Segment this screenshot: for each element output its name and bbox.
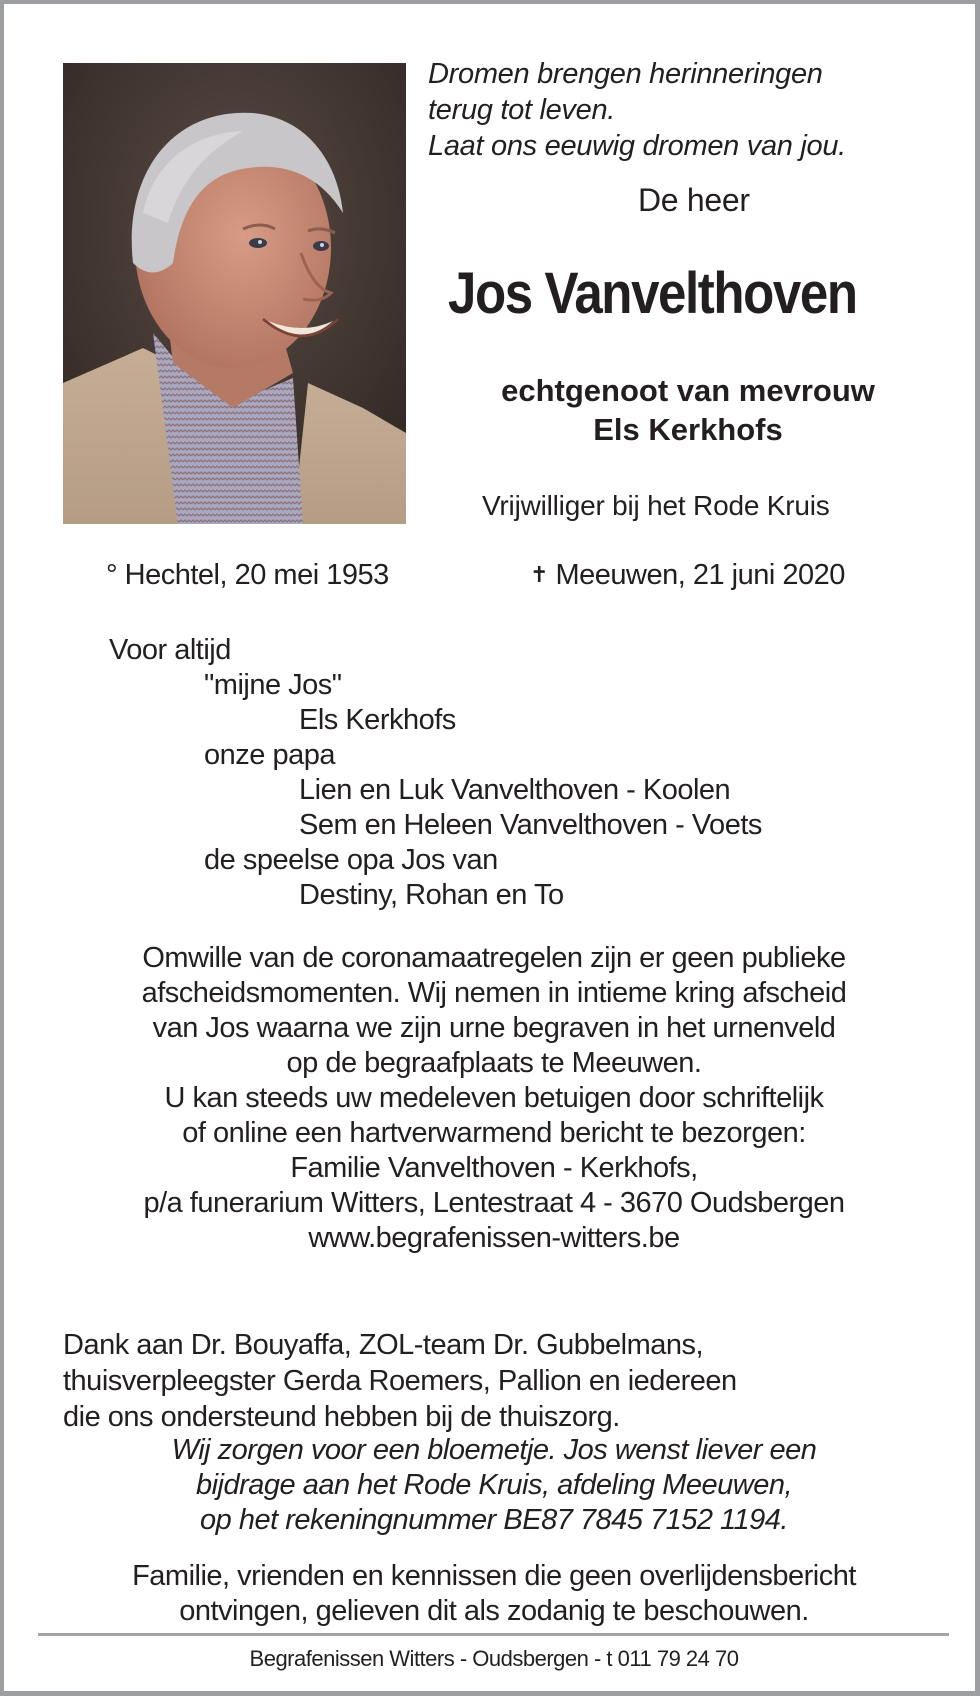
donation-line: bijdrage aan het Rode Kruis, afdeling Meeuwen, [195, 1469, 793, 1501]
notice-line: Omwille van de coronamaatregelen zijn er geen publieke [142, 942, 846, 974]
family-line: "mijne Jos" [204, 669, 342, 701]
thanks-section [63, 1327, 737, 1435]
portrait-photo [63, 63, 406, 524]
family-line: Lien en Luk Vanvelthoven - Koolen [299, 774, 731, 806]
deceased-name: Jos Vanvelthoven [448, 261, 857, 326]
family-line: Sem en Heleen Vanvelthoven - Voets [299, 809, 762, 841]
thanks-line: thuisverpleegster Gerda Roemers, Pallion en iedereen [63, 1365, 737, 1397]
donation-line: op het rekeningnummer BE87 7845 7152 1194. [200, 1504, 788, 1536]
family-line: Voor altijd [109, 634, 231, 666]
spouse-relation: echtgenoot van mevrouw [501, 373, 875, 408]
ceremony-notice [44, 941, 944, 1256]
birth-date: ° Hechtel, 20 mei 1953 [106, 559, 389, 591]
family-line: Destiny, Rohan en To [299, 879, 564, 911]
notice-line: afscheidsmomenten. Wij nemen in intieme kring afscheid [141, 977, 847, 1009]
family-line: de speelse opa Jos van [204, 844, 498, 876]
closing-note [44, 1559, 944, 1629]
website-link[interactable]: www.begrafenissen-witters.be [308, 1222, 680, 1254]
poem-line: terug tot leven. [428, 94, 616, 126]
poem-line: Dromen brengen herinneringen [428, 58, 823, 90]
family-line: Els Kerkhofs [299, 704, 456, 736]
portrait-illustration [63, 63, 406, 524]
donation-request [44, 1433, 944, 1538]
notice-line: p/a funerarium Witters, Lentestraat 4 - 3670 Oudsbergen [143, 1187, 845, 1219]
notice-line: of online een hartverwarmend bericht te bezorgen: [182, 1117, 806, 1149]
footer-divider [38, 1633, 949, 1636]
notice-line: van Jos waarna we zijn urne begraven in het urnenveld [152, 1012, 836, 1044]
closing-line: Familie, vrienden en kennissen die geen overlijdensbericht [132, 1560, 856, 1592]
thanks-line: Dank aan Dr. Bouyaffa, ZOL-team Dr. Gubbelmans, [63, 1329, 704, 1361]
death-date: Meeuwen, 21 juni 2020 [555, 559, 845, 591]
donation-line: Wij zorgen voor een bloemetje. Jos wenst liever een [171, 1434, 817, 1466]
spouse-name: Els Kerkhofs [593, 412, 783, 447]
poem [428, 56, 846, 164]
title-prefix: De heer [638, 182, 750, 218]
cross-icon: ✝ [530, 562, 548, 587]
notice-line: Familie Vanvelthoven - Kerkhofs, [290, 1152, 698, 1184]
thanks-line: die ons ondersteund hebben bij de thuiszorg. [63, 1401, 620, 1433]
family-line: onze papa [204, 739, 335, 771]
death-date-line [530, 559, 845, 592]
notice-line: U kan steeds uw medeleven betuigen door schriftelijk [164, 1082, 824, 1114]
funeral-home-footer: Begrafenissen Witters - Oudsbergen - t 011 79 24 70 [249, 1646, 739, 1671]
poem-line: Laat ons eeuwig dromen van jou. [428, 130, 846, 162]
closing-line: ontvingen, gelieven dit als zodanig te beschouwen. [179, 1595, 809, 1627]
notice-line: op de begraafplaats te Meeuwen. [286, 1047, 702, 1079]
volunteer-note: Vrijwilliger bij het Rode Kruis [482, 490, 830, 521]
